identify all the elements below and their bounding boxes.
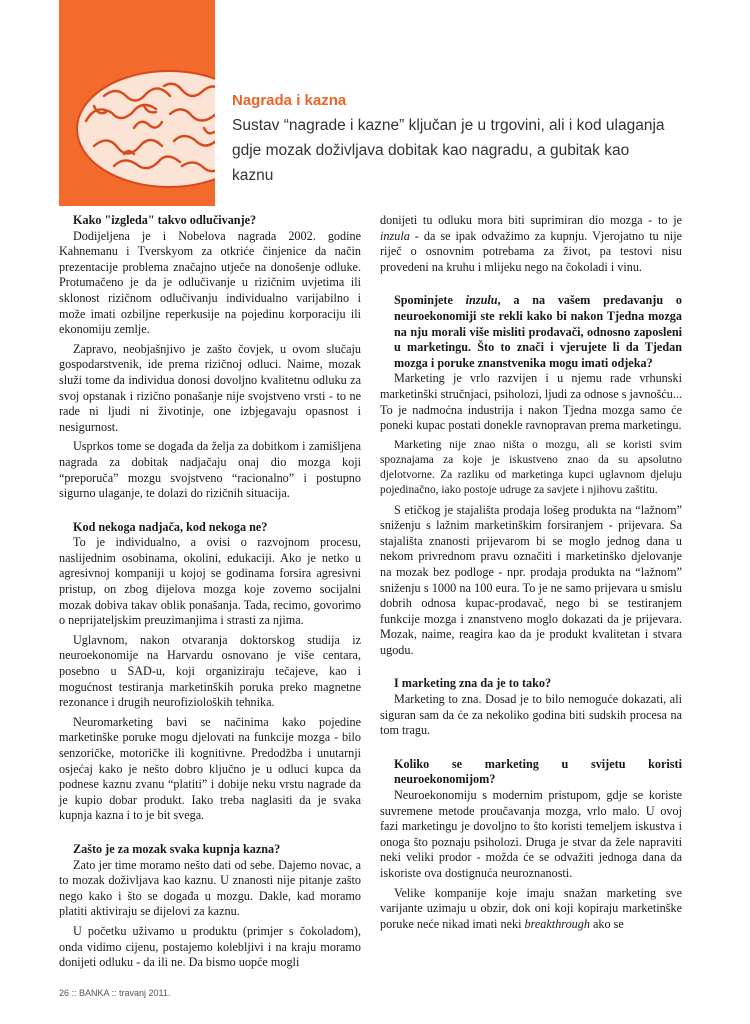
paragraph: U početku uživamo u produktu (primjer s čokoladom), onda vidimo cijenu, postajemo kolebljivi i na kraju moramo donijeti odluku - da ili ne. Da bismo uopće mogli	[59, 923, 361, 970]
question-heading: I marketing zna da je to tako?	[394, 676, 552, 691]
question-heading: Koliko se marketing u svijetu koristi neuroekonomijom?	[394, 756, 682, 787]
paragraph	[380, 213, 682, 275]
paragraph: S etičkog je stajališta prodaja lošeg produkta na “lažnom” sniženju s lažnim marketinškim forsiranjem - prijevara. Sa stajališta znanosti prijevarom bi se moglo jednog dana u nekom privrednom pravu označiti i marketinško djelovanje na mozak bez podloge - npr. prodaja produkta na “lažnom” sniženju s 1000 na 100 eura. To je ne samo prijevara u smislu dobrih odnosa kupac-prodavač, nego bi se testiranjem funkcije mozga i znanstveno moglo dokazati da je prijevara. Mozak, naime, reagira kao da je produkt kvalitetan i stvara ugodu.	[380, 502, 682, 657]
text-span: Spominjete	[394, 293, 466, 308]
question-heading: Kako "izgleda" takvo odlučivanje?	[73, 213, 257, 227]
text-span: - da se ipak odvažimo za kupnju. Vjerojatno tu nije riječ o osnovnim potrebama za život, pa testovi nisu provedeni na kruhu i mlijeku nego na čokoladi i vinu.	[380, 228, 682, 274]
brain-image-block	[59, 0, 215, 206]
paragraph: Zato jer time moramo nešto dati od sebe. Dajemo novac, a to mozak doživljava kao kaznu. U znanosti nije pitanje zašto nego kako i što se događa u mozgu. Dakle, kad moramo platiti aktiviraju se dijelovi za kaznu.	[59, 857, 361, 919]
text-span: , a na vašem predavanju o neuroekonomiji ste rekli kako bi nakon Tjedna mozga na nju morali više misliti prodavači, odnosno zaposleni u marketingu. Što to znači i vjerujete li da Tjedan mozga i poruke znanstvenika mogu imati odjeka?	[394, 293, 682, 370]
pull-quote-title: Nagrada i kazna	[232, 92, 347, 109]
question-heading	[380, 293, 682, 371]
paragraph: Marketing nije znao ništa o mozgu, ali se koristi svim spoznajama za koje je iskustveno znao da su apsolutno djelotvorne. Za razliku od marketinga kupci uglavnom djeluju pojedinačno, iako postoje udruge za savjete i njihovu zaštitu.	[380, 438, 682, 497]
text-span: Velike kompanije koje imaju snažan marketing sve varijante uzimaju u obzir, dok oni koji kopiraju marketinške poruke neće nikad imati neki	[380, 885, 682, 931]
italic-term: inzulu	[465, 293, 498, 308]
question-heading: Zašto je za mozak svaka kupnja kazna?	[73, 841, 281, 856]
pull-quote-text: Sustav “nagrade i kazne” ključan je u trgovini, ali i kod ulaganja gdje mozak doživljava dobitak kao nagradu, a gubitak kao kaznu	[232, 117, 665, 184]
paragraph: To je individualno, a ovisi o razvojnom procesu, naslijednim osobinama, okolini, edukaciji. Ako je netko u agresivnoj kompaniji u kojoj se godinama forsira agresivni pristup, on zbog dijelova mozga koje zovemo socijalni mozak dobiva takav oblik ponašanja. Tada, recimo, govorimo o neprijateljskim preuzimanjima i strasti za njima.	[59, 535, 361, 628]
paragraph: Usprkos tome se događa da želja za dobitkom i zamišljena nagrada za dobitak nadjačaju onaj dio mozga koji “preporuča” mozgu svojstveno “racionalno” i postupno sigurno ulaganje, te dolazi do rizičnih situacija.	[59, 439, 361, 501]
paragraph: Neuroekonomiju s modernim pristupom, gdje se koriste suvremene metode proučavanja mozga, vrlo malo. U ovoj fazi marketingu je dovoljno to što koristi temeljem iskustva i onoga što poznaju psiholozi. Druga je stvar da žele napraviti neki veliki prodor - možda će se odvažiti jednoga dana da iskoriste ova dostignuća neuroznanosti.	[380, 788, 682, 880]
question-heading: Kod nekoga nadjača, kod nekoga ne?	[73, 519, 268, 534]
right-column	[380, 213, 682, 936]
brain-icon	[74, 66, 215, 192]
paragraph: Neuromarketing bavi se načinima kako pojedine marketinške poruke mogu djelovati na funkcije mozga - bilo senzoričke, motoričke ili kognitivne. Predodžba i unutarnji osjećaj kako je nešto dobro ključno je u odluci kupca da podnese kaznu zvanu “platiti” i dobije neku vrstu nagrade da je kupio dobar produkt. Iako treba naglasiti da je svaka kupnja kazna i to je bit svega.	[59, 714, 361, 823]
text-span: ako se	[589, 916, 624, 931]
paragraph: Zapravo, neobjašnjivo je zašto čovjek, u ovom slučaju gospodarstvenik, ide prema rizičnoj odluci. Naime, mozak služi tome da individua donosi dovoljno kvalitetnu odluku za svoj opstanak i rizično ponašanje nije svojstveno vrsti - to ne rade ni ljudi ni životinje, one izbjegavaju opasnost i nesigurnost.	[59, 341, 361, 434]
paragraph: Marketing to zna. Dosad je to bilo nemoguće dokazati, ali siguran sam da će za nekoliko godina biti sudskih procesa na tom tragu.	[380, 692, 682, 738]
paragraph: Marketing je vrlo razvijen i u njemu rade vrhunski marketinški stručnjaci, psiholozi, ljudi za odnose s javnošću... To je nadmoćna industrija i nakon Tjedna mozga samo će poneki kupac postati donekle ravnopravan prema marketingu.	[380, 371, 682, 433]
paragraph	[380, 886, 682, 933]
paragraph: Dodijeljena je i Nobelova nagrada 2002. godine Kahnemanu i Tverskyom za otkriće činjenice da način prezentacije problema značajno utječe na donošenje odluke. Protumačeno je da je odlučivanje u rizičnim uvjetima ili sklonost rizičnom odlučivanju individualno varijabilno i može imati ozbiljne reperkusije na pojedinu korporaciju ili ekonomiju zemlje.	[59, 228, 361, 337]
italic-term: inzula	[380, 228, 410, 243]
italic-term: breakthrough	[524, 916, 590, 931]
page-footer: 26 :: BANKA :: travanj 2011.	[59, 988, 171, 998]
left-column	[59, 213, 361, 975]
paragraph: Uglavnom, nakon otvaranja doktorskog studija iz neuroekonomije na Harvardu osnovano je više centara, posebno u SAD-u, koji organiziraju tečajeve, kao i mogućnost testiranja marketinških poruka preko magnetne rezonance i drugih neurofizioloških tehnika.	[59, 632, 361, 710]
text-span: donijeti tu odluku mora biti suprimiran dio mozga - to je	[380, 213, 682, 227]
